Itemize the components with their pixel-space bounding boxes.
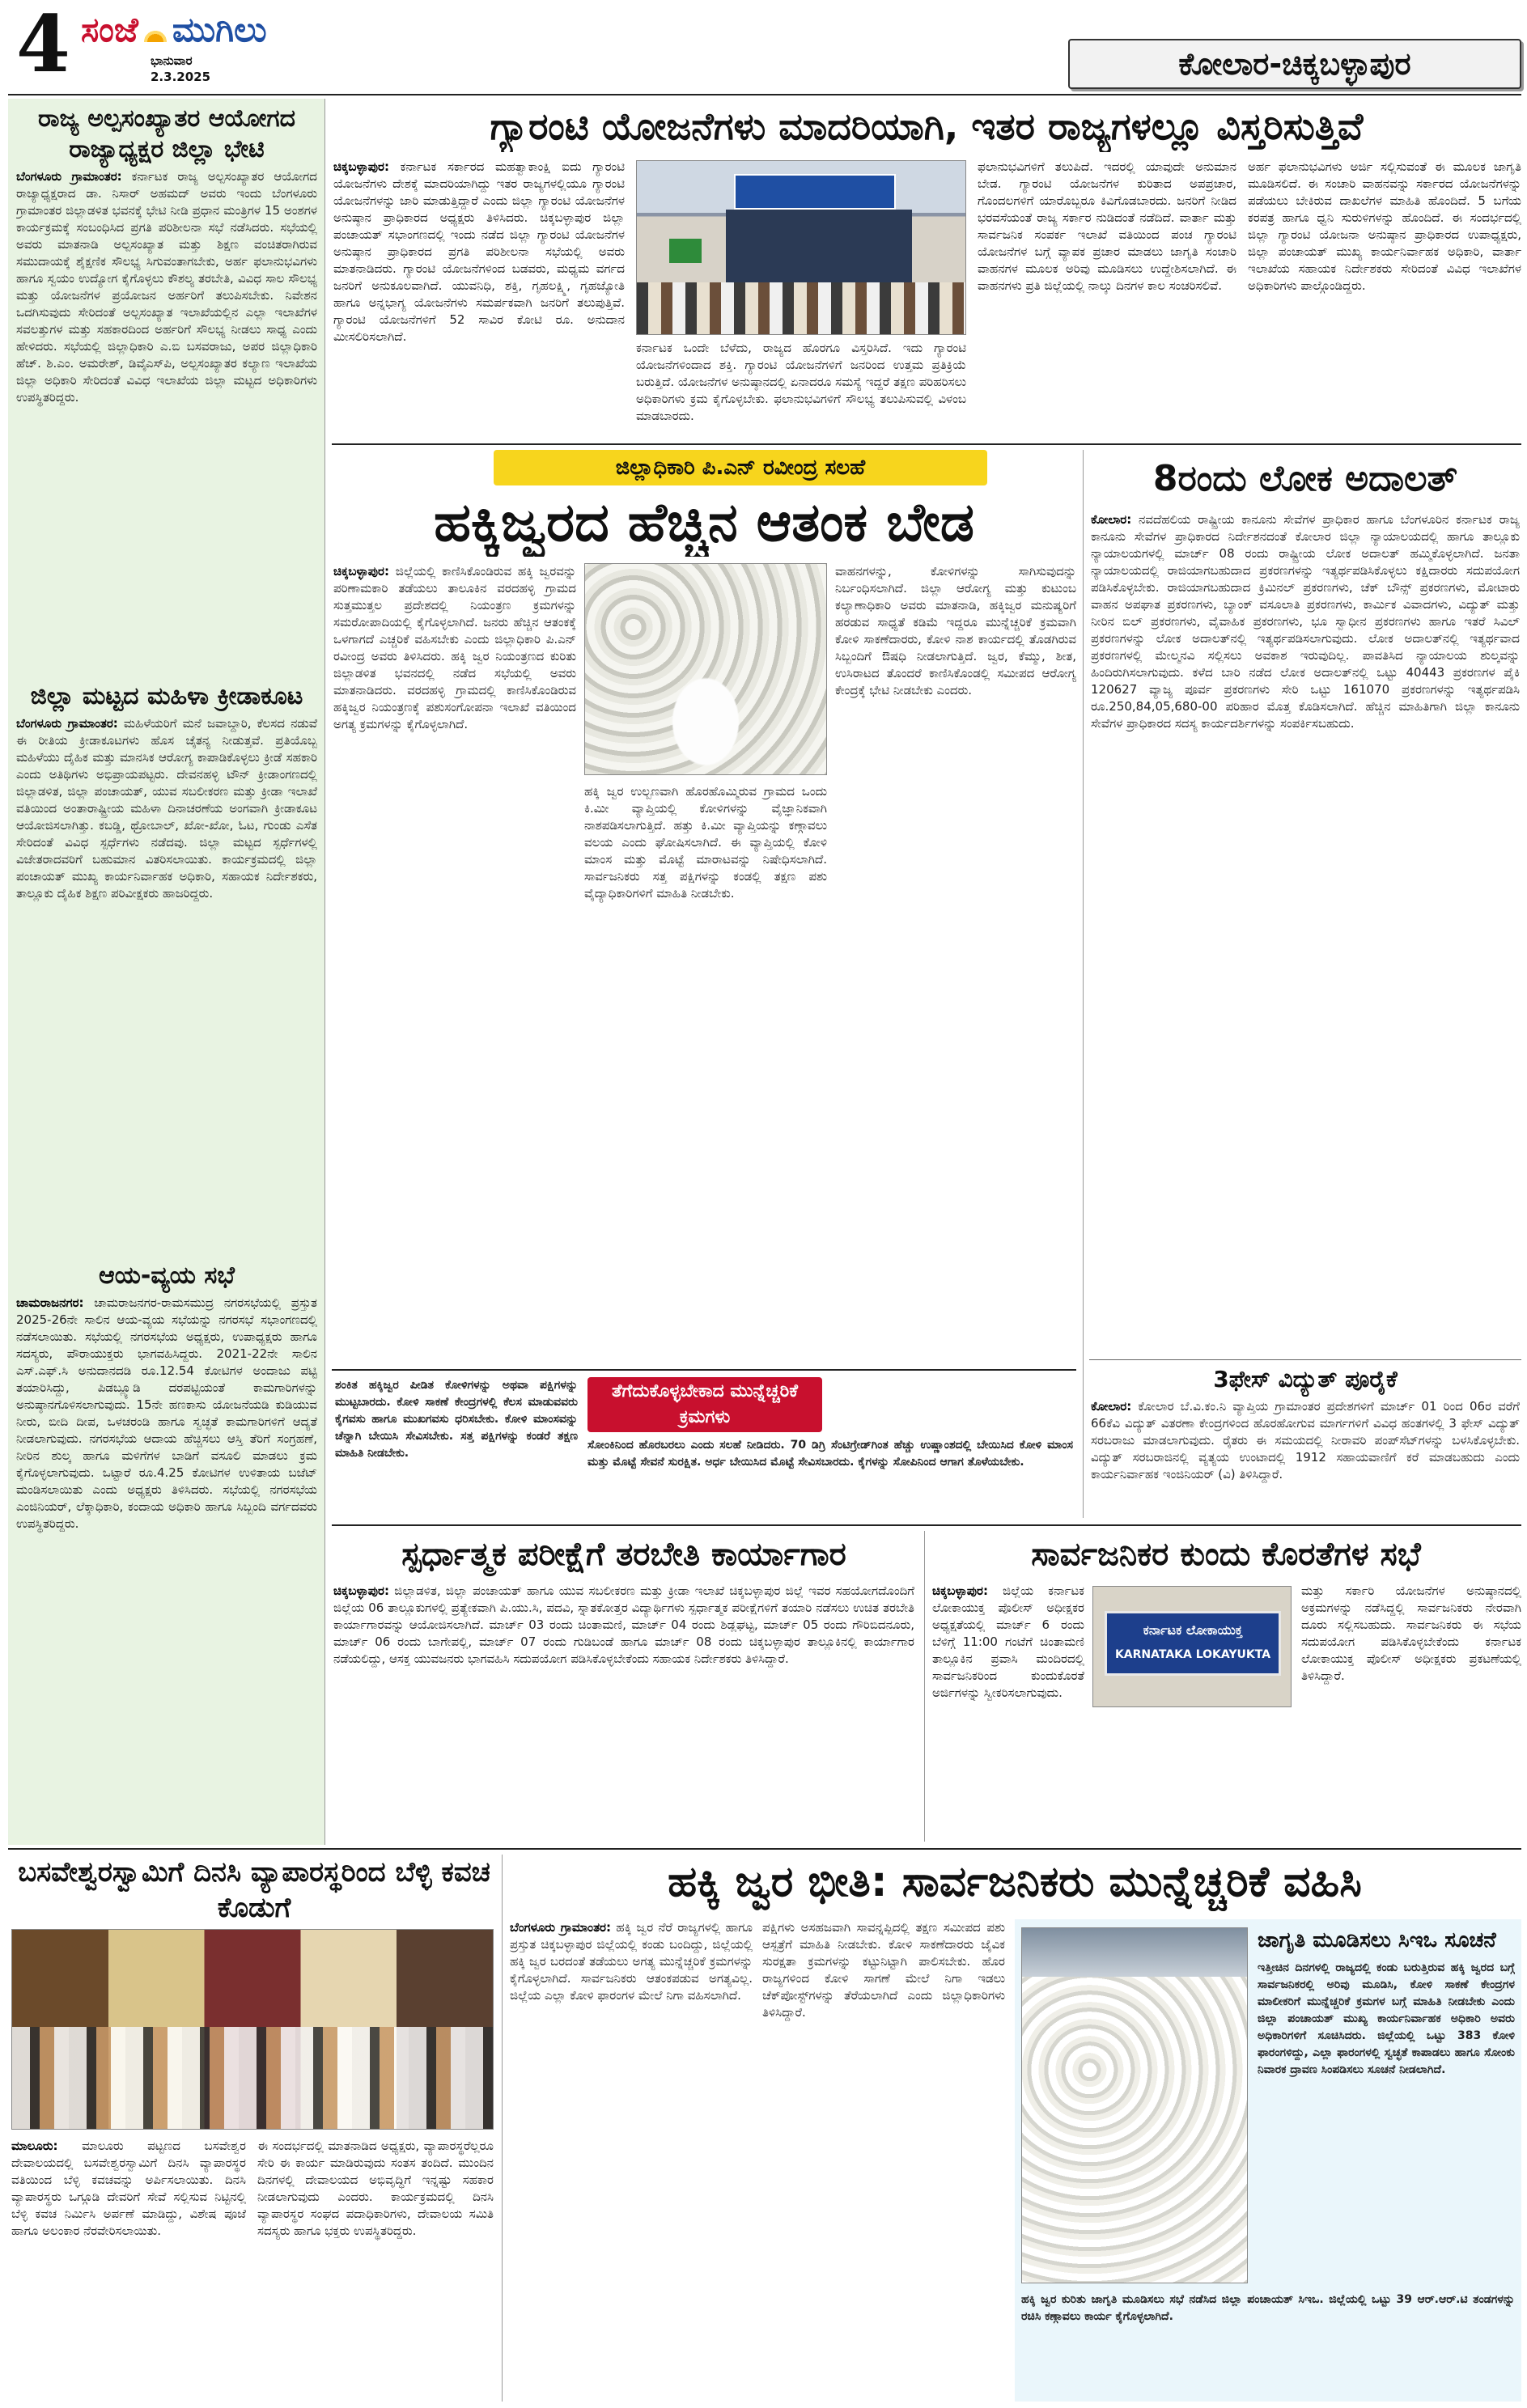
workshop-body (333, 1583, 914, 1842)
lok-adalat-headline: 8ರಂದು ಲೋಕ ಅದಾಲತ್ (1152, 458, 1458, 499)
top-story-col-1-text: ಕರ್ನಾಟಕ ಸರ್ಕಾರದ ಮಹತ್ವಾಕಾಂಕ್ಷಿ ಐದು ಗ್ಯಾರಂಟಿ ಯೋಜನೆಗಳು ದೇಶಕ್ಕೆ ಮಾದರಿಯಾಗಿದ್ದು ಇತರ ರಾಜ್ಯಗಳಲ್ಲಿಯೂ ಗ್ಯಾರಂಟಿ ಯೋಜನೆಗಳನ್ನು ಜಾರಿ ಮಾಡುತ್ತಿದ್ದಾರೆ ಎಂದು ಜಿಲ್ಲಾ ಗ್ಯಾರಂಟಿ ಯೋಜನೆಗಳ ಅನುಷ್ಠಾನ ಪ್ರಾಧಿಕಾರದ ಅಧ್ಯಕ್ಷರು ತಿಳಿಸಿದರು. ಚಿಕ್ಕಬಳ್ಳಾಪುರ ಜಿಲ್ಲಾ ಪಂಚಾಯತ್ ಸಭಾಂಗಣದಲ್ಲಿ ಇಂದು ನಡೆದ ಜಿಲ್ಲಾ ಗ್ಯಾರಂಟಿ ಯೋಜನೆಗಳ ಅನುಷ್ಠಾನ ಪ್ರಾಧಿಕಾರದ ಪ್ರಗತಿ ಪರಿಶೀಲನಾ ಸಭೆಯಲ್ಲಿ ಅವರು ಮಾತನಾಡಿದರು. ಗ್ಯಾರಂಟಿ ಯೋಜನೆಗಳಿಂದ ಬಡವರು, ಮಧ್ಯಮ ವರ್ಗದ ಜನರಿಗೆ ಅನುಕೂಲವಾಗಿದೆ. ಯುವನಿಧಿ, ಶಕ್ತಿ, ಗೃಹಲಕ್ಷ್ಮಿ, ಗೃಹಜ್ಯೋತಿ ಹಾಗೂ ಅನ್ನಭಾಗ್ಯ ಯೋಜನೆಗಳು ಸಮರ್ಪಕವಾಗಿ ಜನರಿಗೆ ತಲುಪುತ್ತಿವೆ. ಗ್ಯಾರಂಟಿ ಯೋಜನೆಗಳಿಗೆ 52 ಸಾವಿರ ಕೋಟಿ ರೂ. ಅನುದಾನ ಮೀಸಲಿರಿಸಲಾಗಿದೆ. (333, 159, 625, 344)
lok-adalat-body (1091, 511, 1520, 1353)
basaveshwara-dateline: ಮಾಲೂರು: (11, 2139, 58, 2153)
bird-flu-headline: ಹಕ್ಕಿಜ್ವರದ ಹೆಚ್ಚಿನ ಆತಂಕ ಬೇಡ (434, 491, 974, 553)
power-headline: 3ಫೇಸ್ ವಿದ್ಯುತ್ ಪೂರೈಕೆ (1213, 1366, 1398, 1393)
top-story-col-1 (333, 159, 625, 437)
bird-flu-photo (584, 563, 827, 775)
precautions-right-text: ಸೋಂಕಿನಿಂದ ಹೊರಬರಲು ಎಂದು ಸಲಹೆ ನೀಡಿದರು. 70 ಡಿಗ್ರಿ ಸೆಂಟಿಗ್ರೇಡ್‌ಗಿಂತ ಹೆಚ್ಚು ಉಷ್ಣಾಂಶದಲ್ಲಿ ಬೇಯಿಸಿದ ಕೋಳಿ ಮಾಂಸ ಮತ್ತು ಮೊಟ್ಟೆ ಸೇವನೆ ಸುರಕ್ಷಿತ. ಅರ್ಧ ಬೇಯಿಸಿದ ಮೊಟ್ಟೆ ಸೇವಿಸಬಾರದು. ಕೈಗಳನ್ನು ಸೋಪಿನಿಂದ ಆಗಾಗ ತೊಳೆಯಬೇಕು. (587, 1439, 1073, 1469)
section-title: ಕೋಲಾರ-ಚಿಕ್ಕಬಳ್ಳಾಪುರ (1178, 46, 1411, 82)
left-story-3 (16, 1261, 317, 1837)
top-story-col-3-text: ಫಲಾನುಭವಿಗಳಿಗೆ ತಲುಪಿದೆ. ಇದರಲ್ಲಿ ಯಾವುದೇ ಅನುಮಾನ ಬೇಡ. ಗ್ಯಾರಂಟಿ ಯೋಜನೆಗಳ ಕುರಿತಾದ ಅಪಪ್ರಚಾರ, ಗೊಂದಲಗಳಿಗೆ ಯಾರೊಬ್ಬರೂ ಕಿವಿಗೊಡಬಾರದು. ಜನರಿಗೆ ನೀಡಿದ ಭರವಸೆಯಂತೆ ರಾಜ್ಯ ಸರ್ಕಾರ ನುಡಿದಂತೆ ನಡೆದಿದೆ. ವಾರ್ತಾ ಮತ್ತು ಸಾರ್ವಜನಿಕ ಸಂಪರ್ಕ ಇಲಾಖೆ ವತಿಯಿಂದ ಪಂಚ ಗ್ಯಾರಂಟಿ ಯೋಜನೆಗಳ ಬಗ್ಗೆ ವ್ಯಾಪಕ ಪ್ರಚಾರ ಮಾಡಲು ಜಾಗೃತಿ ಸಂಚಾರಿ ವಾಹನಗಳ ಮೂಲಕ ಅರಿವು ಮೂಡಿಸಲು ಉದ್ದೇಶಿಸಲಾಗಿದೆ. ಈ ವಾಹನಗಳು ಪ್ರತಿ ಜಿಲ್ಲೆಯಲ್ಲಿ ನಾಲ್ಕು ದಿನಗಳ ಕಾಲ ಸಂಚರಿಸಲಿವೆ. (978, 159, 1236, 293)
left-story-1-headline: ರಾಜ್ಯ ಅಲ್ಪಸಂಖ್ಯಾತರ ಆಯೋಗದ ರಾಜ್ಯಾಧ್ಯಕ್ಷರ ಜಿಲ್ಲಾ ಭೇಟಿ (37, 104, 295, 163)
logo-sun-icon (142, 23, 169, 42)
top-story-col-2-text: ಕರ್ನಾಟಕ ಒಂದೇ ಬೆಳೆದು, ರಾಜ್ಯದ ಹೊರಗೂ ವಿಸ್ತರಿಸಿದೆ. ಇದು ಗ್ಯಾರಂಟಿ ಯೋಜನೆಗಳಿಂದಾದ ಶಕ್ತಿ. ಗ್ಯಾರಂಟಿ ಯೋಜನೆಗಳಿಗೆ ಜನರಿಂದ ಉತ್ತಮ ಪ್ರತಿಕ್ರಿಯೆ ಬರುತ್ತಿದೆ. ಯೋಜನೆಗಳ ಅನುಷ್ಠಾನದಲ್ಲಿ ಏನಾದರೂ ಸಮಸ್ಯೆ ಇದ್ದರೆ ತಕ್ಷಣ ಪರಿಹರಿಸಲು ಅಧಿಕಾರಿಗಳು ಕ್ರಮ ಕೈಗೊಳ್ಳಬೇಕು. ಫಲಾನುಭವಿಗಳಿಗೆ ಸೌಲಭ್ಯ ತಲುಪಿಸುವಲ್ಲಿ ವಿಳಂಬ ಮಾಡಬಾರದು. (636, 341, 966, 423)
left-story-3-body (16, 1295, 317, 1837)
issue-day: ಭಾನುವಾರ (151, 53, 193, 68)
bird-flu-kicker-text: ಜಿಲ್ಲಾಧಿಕಾರಿ ಪಿ.ಎನ್ ರವೀಂದ್ರ ಸಲಹೆ (615, 456, 866, 480)
bird-flu2-col-1-text: ಹಕ್ಕಿ ಜ್ವರ ನೆರೆ ರಾಜ್ಯಗಳಲ್ಲಿ ಹಾಗೂ ಪ್ರಸ್ತುತ ಚಿಕ್ಕಬಳ್ಳಾಪುರ ಜಿಲ್ಲೆಯಲ್ಲಿ ಕಂಡು ಬಂದಿದ್ದು, ಜಿಲ್ಲೆಯಲ್ಲಿ ಹಕ್ಕಿ ಜ್ವರ ಬರದಂತೆ ತಡೆಯಲು ಅಗತ್ಯ ಮುನ್ನೆಚ್ಚರಿಕೆ ಕ್ರಮಗಳನ್ನು ಕೈಗೊಳ್ಳಲಾಗಿದೆ. ಸಾರ್ವಜನಿಕರು ಆತಂಕಪಡುವ ಅಗತ್ಯವಿಲ್ಲ. ಜಿಲ್ಲೆಯ ಎಲ್ಲಾ ಕೋಳಿ ಫಾರಂಗಳ ಮೇಲೆ ನಿಗಾ ವಹಿಸಲಾಗಿದೆ. (510, 1920, 753, 2003)
bird-flu2-sidebar (1015, 1919, 1521, 2402)
grievance-col-2-text: ಮತ್ತು ಸರ್ಕಾರಿ ಯೋಜನೆಗಳ ಅನುಷ್ಠಾನದಲ್ಲಿ ಅಕ್ರಮಗಳನ್ನು ನಡೆಸಿದ್ದಲ್ಲಿ ಸಾರ್ವಜನಿಕರು ನೇರವಾಗಿ ದೂರು ಸಲ್ಲಿಸಬಹುದು. ಸಾರ್ವಜನಿಕರು ಈ ಸಭೆಯ ಸದುಪಯೋಗ ಪಡಿಸಿಕೊಳ್ಳಬೇಕೆಂದು ಕರ್ನಾಟಕ ಲೋಕಾಯುಕ್ತ ಪೊಲೀಸ್ ಅಧೀಕ್ಷಕರು ಪ್ರಕಟಣೆಯಲ್ಲಿ ತಿಳಿಸಿದ್ದಾರೆ. (1301, 1583, 1521, 1683)
poultry-caption-text: ಹಕ್ಕಿ ಜ್ವರ ಕುರಿತು ಜಾಗೃತಿ ಮೂಡಿಸಲು ಸಭೆ ನಡೆಸಿದ ಜಿಲ್ಲಾ ಪಂಚಾಯತ್ ಸಿಇಒ. ಜಿಲ್ಲೆಯಲ್ಲಿ ಒಟ್ಟು 39 ಆರ್.ಆರ್.ಟಿ ತಂಡಗಳನ್ನು ರಚಿಸಿ ಕಣ್ಗಾವಲು ಕಾರ್ಯ ಕೈಗೊಳ್ಳಲಾಗಿದೆ. (1021, 2293, 1515, 2323)
grievance-dateline: ಚಿಕ್ಕಬಳ್ಳಾಪುರ: (932, 1583, 988, 1598)
grievance-col-1 (932, 1583, 1084, 1842)
bird-flu2-col-2 (762, 1919, 1005, 2402)
left-story-3-dateline: ಚಾಮರಾಜನಗರ: (16, 1295, 84, 1310)
bird-flu-col-2 (584, 783, 827, 1363)
issue-date: 2.3.2025 (151, 70, 211, 84)
bird-flu-kicker (494, 450, 987, 485)
basaveshwara-col-2-text: ಈ ಸಂದರ್ಭದಲ್ಲಿ ಮಾತನಾಡಿದ ಅಧ್ಯಕ್ಷರು, ವ್ಯಾಪಾರಸ್ಥರೆಲ್ಲರೂ ಸೇರಿ ಈ ಕಾರ್ಯ ಮಾಡಿರುವುದು ಸಂತಸ ತಂದಿದೆ. ಮುಂದಿನ ದಿನಗಳಲ್ಲಿ ದೇವಾಲಯದ ಅಭಿವೃದ್ಧಿಗೆ ಇನ್ನಷ್ಟು ಸಹಕಾರ ನೀಡಲಾಗುವುದು ಎಂದರು. ಕಾರ್ಯಕ್ರಮದಲ್ಲಿ ದಿನಸಿ ವ್ಯಾಪಾರಸ್ಥರ ಸಂಘದ ಪದಾಧಿಕಾರಿಗಳು, ದೇವಾಲಯ ಸಮಿತಿ ಸದಸ್ಯರು ಹಾಗೂ ಭಕ್ತರು ಉಪಸ್ಥಿತರಿದ್ದರು. (257, 2139, 494, 2238)
precautions-title: ತೆಗೆದುಕೊಳ್ಳಬೇಕಾದ ಮುನ್ನೆಚ್ಚರಿಕೆ ಕ್ರಮಗಳು (611, 1381, 799, 1427)
left-column (8, 99, 325, 1845)
sidebar-title: ಜಾಗೃತಿ ಮೂಡಿಸಲು ಸಿಇಒ ಸೂಚನೆ (1258, 1928, 1496, 1952)
masthead-rule (8, 94, 1521, 95)
left-story-2-dateline: ಬೆಂಗಳೂರು ಗ್ರಾಮಾಂತರ: (16, 716, 118, 731)
bird-flu-col-2-text: ಹಕ್ಕಿ ಜ್ವರ ಉಲ್ಬಣವಾಗಿ ಹೊರಹೊಮ್ಮಿರುವ ಗ್ರಾಮದ ಒಂದು ಕಿ.ಮೀ ವ್ಯಾಪ್ತಿಯಲ್ಲಿ ಕೋಳಿಗಳನ್ನು ವೈಜ್ಞಾನಿಕವಾಗಿ ನಾಶಪಡಿಸಲಾಗುತ್ತಿದೆ. ಹತ್ತು ಕಿ.ಮೀ ವ್ಯಾಪ್ತಿಯನ್ನು ಕಣ್ಗಾವಲು ವಲಯ ಎಂದು ಘೋಷಿಸಲಾಗಿದೆ. ಈ ವ್ಯಾಪ್ತಿಯಲ್ಲಿ ಕೋಳಿ ಮಾಂಸ ಮತ್ತು ಮೊಟ್ಟೆ ಮಾರಾಟವನ್ನು ನಿಷೇಧಿಸಲಾಗಿದೆ. ಸಾರ್ವಜನಿಕರು ಸತ್ತ ಪಕ್ಷಿಗಳನ್ನು ಕಂಡಲ್ಲಿ ತಕ್ಷಣ ಪಶು ವೈದ್ಯಾಧಿಕಾರಿಗಳಿಗೆ ಮಾಹಿತಿ ನೀಡಬೇಕು. (584, 784, 827, 901)
left-story-2-headline: ಜಿಲ್ಲಾ ಮಟ್ಟದ ಮಹಿಳಾ ಕ್ರೀಡಾಕೂಟ (30, 682, 303, 710)
photo-banner (734, 174, 896, 210)
bird-flu-dateline: ಚಿಕ್ಕಬಳ್ಳಾಪುರ: (333, 564, 389, 579)
left-story-2-body (16, 715, 317, 1233)
page-number: 4 (16, 0, 70, 90)
basaveshwara-headline: ಬಸವೇಶ್ವರಸ್ವಾಮಿಗೆ ದಿನಸಿ ವ್ಯಾಪಾರಸ್ಥರಿಂದ ಬೆಳ್ಳಿ ಕವಚ ಕೊಡುಗೆ (18, 1856, 490, 1924)
basaveshwara-col-1 (11, 2138, 246, 2402)
precautions-left (335, 1377, 578, 1515)
left-story-2-text: ಮಹಿಳೆಯರಿಗೆ ಮನೆ ಜವಾಬ್ದಾರಿ, ಕೆಲಸದ ನಡುವೆ ಈ ರೀತಿಯ ಕ್ರೀಡಾಕೂಟಗಳು ಹೊಸ ಚೈತನ್ಯ ನೀಡುತ್ತವೆ. ಪ್ರತಿಯೊಬ್ಬ ಮಹಿಳೆಯು ದೈಹಿಕ ಮತ್ತು ಮಾನಸಿಕ ಆರೋಗ್ಯ ಕಾಪಾಡಿಕೊಳ್ಳಲು ಕ್ರೀಡೆ ಸಹಕಾರಿ ಎಂದು ಅತಿಥಿಗಳು ಅಭಿಪ್ರಾಯಪಟ್ಟರು. ದೇವನಹಳ್ಳಿ ಟೌನ್ ಕ್ರೀಡಾಂಗಣದಲ್ಲಿ ಜಿಲ್ಲಾಡಳಿತ, ಜಿಲ್ಲಾ ಪಂಚಾಯತ್, ಯುವ ಸಬಲೀಕರಣ ಮತ್ತು ಕ್ರೀಡಾ ಇಲಾಖೆ ವತಿಯಿಂದ ಅಂತಾರಾಷ್ಟ್ರೀಯ ಮಹಿಳಾ ದಿನಾಚರಣೆಯ ಅಂಗವಾಗಿ ಕ್ರೀಡಾಕೂಟ ಆಯೋಜಿಸಲಾಗಿತ್ತು. ಕಬಡ್ಡಿ, ಥ್ರೋಬಾಲ್, ಖೋ-ಖೋ, ಓಟ, ಗುಂಡು ಎಸೆತ ಸೇರಿದಂತೆ ವಿವಿಧ ಸ್ಪರ್ಧೆಗಳು ನಡೆದವು. ಜಿಲ್ಲಾ ಮಟ್ಟದ ಸ್ಪರ್ಧೆಗಳಲ್ಲಿ ವಿಜೇತರಾದವರಿಗೆ ಬಹುಮಾನ ವಿತರಿಸಲಾಯಿತು. ಕಾರ್ಯಕ್ರಮದಲ್ಲಿ ಜಿಲ್ಲಾ ಪಂಚಾಯತ್ ಮುಖ್ಯ ಕಾರ್ಯನಿರ್ವಾಹಕ ಅಧಿಕಾರಿ, ಸಹಾಯಕ ನಿರ್ದೇಶಕರು, ತಾಲ್ಲೂಕು ದೈಹಿಕ ಶಿಕ್ಷಣ ಪರಿವೀಕ್ಷಕರು ಹಾಜರಿದ್ದರು. (16, 716, 317, 901)
precautions-right (587, 1437, 1073, 1515)
power-body (1091, 1398, 1520, 1518)
top-story-col-4-text: ಅರ್ಹ ಫಲಾನುಭವಿಗಳು ಅರ್ಜಿ ಸಲ್ಲಿಸುವಂತೆ ಈ ಮೂಲಕ ಜಾಗೃತಿ ಮೂಡಿಸಲಿದೆ. ಈ ಸಂಚಾರಿ ವಾಹನವನ್ನು ಸರ್ಕಾರದ ಯೋಜನೆಗಳನ್ನು ಪಡೆಯಲು ಬೇಕಿರುವ ದಾಖಲೆಗಳ ಮಾಹಿತಿ ಹೊಂದಿದೆ. 5 ಬಗೆಯ ಕರಪತ್ರ ಹಾಗೂ ಧ್ವನಿ ಸುರುಳಿಗಳನ್ನು ಹೊಂದಿದೆ. ಈ ಸಂದರ್ಭದಲ್ಲಿ ಜಿಲ್ಲಾ ಗ್ಯಾರಂಟಿ ಯೋಜನಾ ಅನುಷ್ಠಾನ ಪ್ರಾಧಿಕಾರದ ಉಪಾಧ್ಯಕ್ಷರು, ಜಿಲ್ಲಾ ಪಂಚಾಯತ್ ಮುಖ್ಯ ಕಾರ್ಯನಿರ್ವಾಹಕ ಅಧಿಕಾರಿ, ವಾರ್ತಾ ಇಲಾಖೆಯ ಸಹಾಯಕ ನಿರ್ದೇಶಕರು ಸೇರಿದಂತೆ ವಿವಿಧ ಇಲಾಖೆಗಳ ಅಧಿಕಾರಿಗಳು ಪಾಲ್ಗೊಂಡಿದ್ದರು. (1248, 159, 1521, 293)
grievance-headline: ಸಾರ್ವಜನಿಕರ ಕುಂದು ಕೊರತೆಗಳ ಸಭೆ (1031, 1536, 1421, 1573)
section-banner (1068, 39, 1521, 89)
bird-flu2-headline: ಹಕ್ಕಿ ಜ್ವರ ಭೀತಿ: ಸಾರ್ವಜನಿಕರು ಮುನ್ನೆಚ್ಚರಿಕೆ ವಹಿಸಿ (668, 1858, 1362, 1906)
basaveshwara-col-2 (257, 2138, 494, 2402)
left-story-3-text: ಚಾಮರಾಜನಗರ-ರಾಮಸಮುದ್ರ ನಗರಸಭೆಯಲ್ಲಿ ಪ್ರಸ್ತುತ 2025-26ನೇ ಸಾಲಿನ ಆಯ-ವ್ಯಯ ಸಭೆಯನ್ನು ನಗರಸಭೆ ಸಭಾಂಗಣದಲ್ಲಿ ನಡೆಸಲಾಯಿತು. ಸಭೆಯಲ್ಲಿ ನಗರಸಭೆಯ ಅಧ್ಯಕ್ಷರು, ಉಪಾಧ್ಯಕ್ಷರು ಹಾಗೂ ಸದಸ್ಯರು, ಪೌರಾಯುಕ್ತರು ಭಾಗವಹಿಸಿದ್ದರು. 2021-22ನೇ ಸಾಲಿನ ಎಸ್.ಎಫ್.ಸಿ ಅನುದಾನದಡಿ ರೂ.12.54 ಕೋಟಿಗಳ ಅಂದಾಜು ಪಟ್ಟಿ ತಯಾರಿಸಿದ್ದು, ಪಿಡಬ್ಲ್ಯೂಡಿ ದರಪಟ್ಟಿಯಂತೆ ಕಾಮಗಾರಿಗಳನ್ನು ಅನುಷ್ಠಾನಗೊಳಿಸಲಾಗುವುದು. 15ನೇ ಹಣಕಾಸು ಯೋಜನೆಯಡಿ ಕುಡಿಯುವ ನೀರು, ಬೀದಿ ದೀಪ, ಒಳಚರಂಡಿ ಹಾಗೂ ಸ್ವಚ್ಛತೆ ಕಾಮಗಾರಿಗಳಿಗೆ ಆದ್ಯತೆ ನೀಡಲಾಗುವುದು. ನಗರಸಭೆಯ ಆದಾಯ ಹೆಚ್ಚಿಸಲು ಆಸ್ತಿ ತೆರಿಗೆ ಸಂಗ್ರಹಣೆ, ನೀರಿನ ಶುಲ್ಕ ಹಾಗೂ ಮಳಿಗೆಗಳ ಬಾಡಿಗೆ ವಸೂಲಿ ಮಾಡಲು ಕ್ರಮ ಕೈಗೊಳ್ಳಲಾಗುವುದು. ಒಟ್ಟಾರೆ ರೂ.4.25 ಕೋಟಿಗಳ ಉಳಿತಾಯ ಬಜೆಟ್ ಮಂಡಿಸಲಾಯಿತು ಎಂದು ಅಧ್ಯಕ್ಷರು ತಿಳಿಸಿದರು. ಸಭೆಯಲ್ಲಿ ನಗರಸಭೆಯ ಎಂಜಿನಿಯರ್, ಲೆಕ್ಕಾಧಿಕಾರಿ, ಕಂದಾಯ ಅಧಿಕಾರಿ ಹಾಗೂ ಸಿಬ್ಬಂದಿ ವರ್ಗದವರು ಉಪಸ್ಥಿತರಿದ್ದರು. (16, 1295, 317, 1531)
bird-flu-col-1 (333, 563, 576, 1363)
photo-people (637, 282, 966, 335)
paper-name (81, 10, 267, 50)
left-story-2 (16, 681, 317, 1233)
lok-adalat-text: ನವದೆಹಲಿಯ ರಾಷ್ಟ್ರೀಯ ಕಾನೂನು ಸೇವೆಗಳ ಪ್ರಾಧಿಕಾರ ಹಾಗೂ ಬೆಂಗಳೂರಿನ ಕರ್ನಾಟಕ ರಾಜ್ಯ ಕಾನೂನು ಸೇವೆಗಳ ಪ್ರಾಧಿಕಾರದ ನಿರ್ದೇಶನದಂತೆ ಕೋಲಾರ ಜಿಲ್ಲಾ ನ್ಯಾಯಾಲಯದಲ್ಲಿ ಹಾಗೂ ತಾಲ್ಲೂಕು ನ್ಯಾಯಾಲಯಗಳಲ್ಲಿ ಮಾರ್ಚ್ 08 ರಂದು ರಾಷ್ಟ್ರೀಯ ಲೋಕ ಅದಾಲತ್ ಹಮ್ಮಿಕೊಳ್ಳಲಾಗಿದೆ. ಜನತಾ ನ್ಯಾಯಾಲಯದಲ್ಲಿ ರಾಜಿಯಾಗಬಹುದಾದ ಪ್ರಕರಣಗಳನ್ನು ಇತ್ಯರ್ಥಪಡಿಸಿಕೊಳ್ಳಲು ಕಕ್ಷಿದಾರರು ಸದುಪಯೋಗ ಪಡಿಸಿಕೊಳ್ಳಬೇಕು. ರಾಜಿಯಾಗಬಹುದಾದ ಕ್ರಿಮಿನಲ್ ಪ್ರಕರಣಗಳು, ಚೆಕ್ ಬೌನ್ಸ್ ಪ್ರಕರಣಗಳು, ಮೋಟಾರು ವಾಹನ ಅಪಘಾತ ಪ್ರಕರಣಗಳು, ಬ್ಯಾಂಕ್ ವಸೂಲಾತಿ ಪ್ರಕರಣಗಳು, ಕಾರ್ಮಿಕ ವಿವಾದಗಳು, ವಿದ್ಯುತ್ ಮತ್ತು ನೀರಿನ ಬಿಲ್ ಪ್ರಕರಣಗಳು, ವೈವಾಹಿಕ ಪ್ರಕರಣಗಳು, ಭೂ ಸ್ವಾಧೀನ ಪ್ರಕರಣಗಳು ಹಾಗೂ ಇತರೆ ಸಿವಿಲ್ ಪ್ರಕರಣಗಳನ್ನು ಲೋಕ ಅದಾಲತ್‌ನಲ್ಲಿ ಇತ್ಯರ್ಥಪಡಿಸಲಾಗುವುದು. ಲೋಕ ಅದಾಲತ್‌ನಲ್ಲಿ ಇತ್ಯರ್ಥವಾದ ಪ್ರಕರಣಗಳಲ್ಲಿ ಮೇಲ್ಮನವಿ ಸಲ್ಲಿಸಲು ಅವಕಾಶ ಇರುವುದಿಲ್ಲ. ಪಾವತಿಸಿದ ನ್ಯಾಯಾಲಯ ಶುಲ್ಕವನ್ನು ಹಿಂದಿರುಗಿಸಲಾಗುವುದು. ಕಳೆದ ಬಾರಿ ನಡೆದ ಲೋಕ ಅದಾಲತ್‌ನಲ್ಲಿ ಒಟ್ಟು 40443 ಪ್ರಕರಣಗಳ ಪೈಕಿ 120627 ವ್ಯಾಜ್ಯ ಪೂರ್ವ ಪ್ರಕರಣಗಳು ಸೇರಿ ಒಟ್ಟು 161070 ಪ್ರಕರಣಗಳನ್ನು ಇತ್ಯರ್ಥಪಡಿಸಿ ರೂ.250,84,05,680-00 ಪರಿಹಾರ ಮೊತ್ತ ಕೊಡಿಸಲಾಗಿದೆ. ಹೆಚ್ಚಿನ ಮಾಹಿತಿಗಾಗಿ ಜಿಲ್ಲಾ ಕಾನೂನು ಸೇವೆಗಳ ಪ್ರಾಧಿಕಾರದ ಸದಸ್ಯ ಕಾರ್ಯದರ್ಶಿಗಳನ್ನು ಸಂಪರ್ಕಿಸಬಹುದು. (1091, 512, 1520, 731)
precautions-title-box (587, 1377, 822, 1432)
top-story-rule (332, 443, 1521, 445)
sidebar-body-text: ಇತ್ತೀಚಿನ ದಿನಗಳಲ್ಲಿ ರಾಜ್ಯದಲ್ಲಿ ಕಂಡು ಬರುತ್ತಿರುವ ಹಕ್ಕಿ ಜ್ವರದ ಬಗ್ಗೆ ಸಾರ್ವಜನಿಕರಲ್ಲಿ ಅರಿವು ಮೂಡಿಸಿ, ಕೋಳಿ ಸಾಕಣೆ ಕೇಂದ್ರಗಳ ಮಾಲೀಕರಿಗೆ ಮುನ್ನೆಚ್ಚರಿಕೆ ಕ್ರಮಗಳ ಬಗ್ಗೆ ಮಾಹಿತಿ ನೀಡಬೇಕು ಎಂದು ಜಿಲ್ಲಾ ಪಂಚಾಯತ್ ಮುಖ್ಯ ಕಾರ್ಯನಿರ್ವಾಹಕ ಅಧಿಕಾರಿ ಅವರು ಅಧಿಕಾರಿಗಳಿಗೆ ಸೂಚಿಸಿದರು. ಜಿಲ್ಲೆಯಲ್ಲಿ ಒಟ್ಟು 383 ಕೋಳಿ ಫಾರಂಗಳಿದ್ದು, ಎಲ್ಲಾ ಫಾರಂಗಳಲ್ಲಿ ಸ್ವಚ್ಛತೆ ಕಾಪಾಡಲು ಹಾಗೂ ಸೋಂಕು ನಿವಾರಕ ದ್ರಾವಣ ಸಿಂಪಡಿಸಲು ಸೂಚನೆ ನೀಡಲಾಗಿದೆ. (1258, 1961, 1515, 2076)
workshop-text: ಜಿಲ್ಲಾಡಳಿತ, ಜಿಲ್ಲಾ ಪಂಚಾಯತ್ ಹಾಗೂ ಯುವ ಸಬಲೀಕರಣ ಮತ್ತು ಕ್ರೀಡಾ ಇಲಾಖೆ ಚಿಕ್ಕಬಳ್ಳಾಪುರ ಜಿಲ್ಲೆ ಇವರ ಸಹಯೋಗದೊಂದಿಗೆ ಜಿಲ್ಲೆಯ 06 ತಾಲ್ಲೂಕುಗಳಲ್ಲಿ ಪ್ರತ್ಯೇಕವಾಗಿ ಪಿ.ಯು.ಸಿ, ಪದವಿ, ಸ್ನಾತಕೋತ್ತರ ವಿದ್ಯಾರ್ಥಿಗಳು ಸ್ಪರ್ಧಾತ್ಮಕ ಪರೀಕ್ಷೆಗಳಿಗೆ ತಯಾರಿ ನಡೆಸಲು ಉಚಿತ ತರಬೇತಿ ಕಾರ್ಯಾಗಾರವನ್ನು ಆಯೋಜಿಸಲಾಗಿದೆ. ಮಾರ್ಚ್ 03 ರಂದು ಚಿಂತಾಮಣಿ, ಮಾರ್ಚ್ 04 ರಂದು ಶಿಡ್ಲಘಟ್ಟ, ಮಾರ್ಚ್ 05 ರಂದು ಗೌರಿಬಿದನೂರು, ಮಾರ್ಚ್ 06 ರಂದು ಬಾಗೇಪಲ್ಲಿ, ಮಾರ್ಚ್ 07 ರಂದು ಗುಡಿಬಂಡೆ ಹಾಗೂ ಮಾರ್ಚ್ 08 ರಂದು ಚಿಕ್ಕಬಳ್ಳಾಪುರ ತಾಲ್ಲೂಕಿನಲ್ಲಿ ಕಾರ್ಯಾಗಾರ ನಡೆಯಲಿದ್ದು, ಆಸಕ್ತ ಯುವಜನರು ಭಾಗವಹಿಸಿ ಸದುಪಯೋಗ ಪಡಿಸಿಕೊಳ್ಳಬೇಕೆಂದು ಸಹಾಯಕ ನಿರ್ದೇಶಕರು ತಿಳಿಸಿದ್ದಾರೆ. (333, 1583, 914, 1666)
top-story-headline: ಗ್ಯಾರಂಟಿ ಯೋಜನೆಗಳು ಮಾದರಿಯಾಗಿ, ಇತರ ರಾಜ್ಯಗಳಲ್ಲೂ ವಿಸ್ತರಿಸುತ್ತಿವೆ (490, 104, 1364, 148)
basaveshwara-photo (11, 1929, 494, 2130)
bird-flu-col-3-text: ವಾಹನಗಳನ್ನು, ಕೋಳಿಗಳನ್ನು ಸಾಗಿಸುವುದನ್ನು ನಿರ್ಬಂಧಿಸಲಾಗಿದೆ. ಜಿಲ್ಲಾ ಆರೋಗ್ಯ ಮತ್ತು ಕುಟುಂಬ ಕಲ್ಯಾಣಾಧಿಕಾರಿ ಅವರು ಮಾತನಾಡಿ, ಹಕ್ಕಿಜ್ವರ ಮನುಷ್ಯರಿಗೆ ಹರಡುವ ಸಾಧ್ಯತೆ ಕಡಿಮೆ ಇದ್ದರೂ ಮುನ್ನೆಚ್ಚರಿಕೆ ಕ್ರಮವಾಗಿ ಕೋಳಿ ಸಾಕಣೆದಾರರು, ಕೋಳಿ ನಾಶ ಕಾರ್ಯದಲ್ಲಿ ತೊಡಗಿರುವ ಸಿಬ್ಬಂದಿಗೆ ಔಷಧಿ ನೀಡಲಾಗುತ್ತಿದೆ. ಜ್ವರ, ಕೆಮ್ಮು, ಶೀತ, ಉಸಿರಾಟದ ತೊಂದರೆ ಕಾಣಿಸಿಕೊಂಡಲ್ಲಿ ಸಮೀಪದ ಆರೋಗ್ಯ ಕೇಂದ್ರಕ್ಕೆ ಭೇಟಿ ನೀಡಬೇಕು ಎಂದರು. (835, 564, 1076, 697)
bird-flu2-col-1 (510, 1919, 753, 2402)
power-text: ಕೋಲಾರ ಬೆ.ವಿ.ಕಂ.ನಿ ವ್ಯಾಪ್ತಿಯ ಗ್ರಾಮಾಂತರ ಪ್ರದೇಶಗಳಿಗೆ ಮಾರ್ಚ್ 01 ರಿಂದ 06ರ ವರೆಗೆ 66ಕೆವಿ ವಿದ್ಯುತ್ ವಿತರಣಾ ಕೇಂದ್ರಗಳಿಂದ ಹೊರಹೋಗುವ ಮಾರ್ಗಗಳಿಗೆ ವಿವಿಧ ಹಂತಗಳಲ್ಲಿ 3 ಫೇಸ್ ವಿದ್ಯುತ್ ಸರಬರಾಜು ಮಾಡಲಾಗುವುದು. ರೈತರು ಈ ಸಮಯದಲ್ಲಿ ನೀರಾವರಿ ಪಂಪ್‌ಸೆಟ್‌ಗಳನ್ನು ಬಳಸಿಕೊಳ್ಳಬೇಕು. ವಿದ್ಯುತ್ ಸರಬರಾಜಿನಲ್ಲಿ ವ್ಯತ್ಯಯ ಉಂಟಾದಲ್ಲಿ 1912 ಸಹಾಯವಾಣಿಗೆ ಕರೆ ಮಾಡಬಹುದು ಎಂದು ಕಾರ್ಯನಿರ್ವಾಹಕ ಇಂಜಿನಿಯರ್ (ವಿ) ತಿಳಿಸಿದ್ದಾರೆ. (1091, 1399, 1520, 1482)
paper-name-part1: ಸಂಜೆ (81, 10, 138, 49)
top-story-col-3 (978, 159, 1236, 437)
divider-lok-adalat (1083, 450, 1084, 1518)
photo-people-row (12, 2027, 494, 2130)
sidebar-body (1258, 1960, 1515, 2283)
top-story-col-2 (636, 340, 966, 437)
left-story-1-text: ಕರ್ನಾಟಕ ರಾಜ್ಯ ಅಲ್ಪಸಂಖ್ಯಾತರ ಆಯೋಗದ ರಾಜ್ಯಾಧ್ಯಕ್ಷರಾದ ಡಾ. ನಿಸಾರ್ ಅಹಮದ್ ಅವರು ಇಂದು ಬೆಂಗಳೂರು ಗ್ರಾಮಾಂತರ ಜಿಲ್ಲಾಡಳಿತ ಭವನಕ್ಕೆ ಭೇಟಿ ನೀಡಿ ಪ್ರಧಾನ ಮಂತ್ರಿಗಳ 15 ಅಂಶಗಳ ಕಾರ್ಯಕ್ರಮಕ್ಕೆ ಸಂಬಂಧಿಸಿದ ಪ್ರಗತಿ ಪರಿಶೀಲನಾ ಸಭೆ ನಡೆಸಿದರು. ಸಭೆಯಲ್ಲಿ ಅವರು ಮಾತನಾಡಿ ಅಲ್ಪಸಂಖ್ಯಾತ ಮತ್ತು ಶಿಕ್ಷಣ ವಂಚಿತರಾಗಿರುವ ಸಮುದಾಯಕ್ಕೆ ಶೈಕ್ಷಣಿಕ ಸೌಲಭ್ಯ ಸಿಗುವಂತಾಗಬೇಕು, ಅರ್ಹ ಫಲಾನುಭವಿಗಳು ಹಾಗೂ ಸ್ವಯಂ ಉದ್ಯೋಗ ಕೈಗೊಳ್ಳಲು ಕೌಶಲ್ಯ ತರಬೇತಿ, ವಿವಿಧ ಸಾಲ ಸೌಲಭ್ಯ ಮತ್ತು ಯೋಜನೆಗಳ ಪ್ರಯೋಜನ ಅರ್ಹರಿಗೆ ತಲುಪಿಸಬೇಕು. ನಿವೇಶನ ಒದಗಿಸುವುದು ಸೇರಿದಂತೆ ಅಲ್ಪಸಂಖ್ಯಾತ ಇಲಾಖೆಯಲ್ಲಿನ ಎಲ್ಲಾ ಇಲಾಖೆಗಳ ಸವಲತ್ತುಗಳ ಮತ್ತು ಸಹಕಾರದಿಂದ ಅರ್ಹರಿಗೆ ಸೌಲಭ್ಯ ನೀಡಲು ಸಾಧ್ಯ ಎಂದು ಹೇಳಿದರು. ಸಭೆಯಲ್ಲಿ ಜಿಲ್ಲಾಧಿಕಾರಿ ಎ.ಬಿ ಬಸವರಾಜು, ಅಪರ ಜಿಲ್ಲಾಧಿಕಾರಿ ಹೆಚ್. ಶಿ.ಎಂ. ಅಮರೇಶ್, ಡಿವೈಎಸ್‌ಪಿ, ಅಲ್ಪಸಂಖ್ಯಾತರ ಕಲ್ಯಾಣ ಇಲಾಖೆಯ ಜಿಲ್ಲಾ ಅಧಿಕಾರಿ ಸೇರಿದಂತೆ ವಿವಿಧ ಇಲಾಖೆಯ ಜಿಲ್ಲಾ ಮಟ್ಟದ ಅಧಿಕಾರಿಗಳು ಉಪಸ್ಥಿತರಿದ್ದರು. (16, 169, 317, 405)
bird-flu-col-3 (835, 563, 1076, 1363)
bottom-rule (8, 1848, 1521, 1850)
mid-rule (332, 1524, 1521, 1526)
precautions-box (332, 1369, 1076, 1518)
divider-bottom (502, 1855, 503, 2402)
left-story-1-dateline: ಬೆಂಗಳೂರು ಗ್ರಾಮಾಂತರ: (16, 169, 122, 184)
grievance-col-2 (1301, 1583, 1521, 1842)
poultry-photo (1021, 1927, 1248, 2283)
basaveshwara-col-1-text: ಮಾಲೂರು ಪಟ್ಟಣದ ಬಸವೇಶ್ವರ ದೇವಾಲಯದಲ್ಲಿ ಬಸವೇಶ್ವರಸ್ವಾಮಿಗೆ ದಿನಸಿ ವ್ಯಾಪಾರಸ್ಥರ ವತಿಯಿಂದ ಬೆಳ್ಳಿ ಕವಚವನ್ನು ಅರ್ಪಿಸಲಾಯಿತು. ದಿನಸಿ ವ್ಯಾಪಾರಸ್ಥರು ಒಗ್ಗೂಡಿ ದೇವರಿಗೆ ಸೇವೆ ಸಲ್ಲಿಸುವ ನಿಟ್ಟಿನಲ್ಲಿ ಬೆಳ್ಳಿ ಕವಚ ನಿರ್ಮಿಸಿ ಅರ್ಪಣೆ ಮಾಡಿದ್ದು, ವಿಶೇಷ ಪೂಜೆ ಹಾಗೂ ಅಲಂಕಾರ ನೆರವೇರಿಸಲಾಯಿತು. (11, 2139, 246, 2238)
top-story-dateline: ಚಿಕ್ಕಬಳ್ಳಾಪುರ: (333, 159, 389, 174)
divider-grievance (924, 1531, 925, 1842)
precautions-left-text: ಶಂಕಿತ ಹಕ್ಕಿಜ್ವರ ಪೀಡಿತ ಕೋಳಿಗಳನ್ನು ಅಥವಾ ಪಕ್ಷಿಗಳನ್ನು ಮುಟ್ಟಬಾರದು. ಕೋಳಿ ಸಾಕಣೆ ಕೇಂದ್ರಗಳಲ್ಲಿ ಕೆಲಸ ಮಾಡುವವರು ಕೈಗವಸು ಹಾಗೂ ಮುಖಗವಸು ಧರಿಸಬೇಕು. ಕೋಳಿ ಮಾಂಸವನ್ನು ಚೆನ್ನಾಗಿ ಬೇಯಿಸಿ ಸೇವಿಸಬೇಕು. ಸತ್ತ ಪಕ್ಷಿಗಳನ್ನು ಕಂಡರೆ ತಕ್ಷಣ ಮಾಹಿತಿ ನೀಡಬೇಕು. (335, 1379, 578, 1460)
grievance-col-1-text: ಜಿಲ್ಲೆಯ ಕರ್ನಾಟಕ ಲೋಕಾಯುಕ್ತ ಪೊಲೀಸ್ ಅಧೀಕ್ಷಕರ ಅಧ್ಯಕ್ಷತೆಯಲ್ಲಿ ಮಾರ್ಚ್ 6 ರಂದು ಬೆಳಿಗ್ಗೆ 11:00 ಗಂಟೆಗೆ ಚಿಂತಾಮಣಿ ತಾಲ್ಲೂಕಿನ ಪ್ರವಾಸಿ ಮಂದಿರದಲ್ಲಿ ಸಾರ್ವಜನಿಕರಿಂದ ಕುಂದುಕೊರತೆ ಅರ್ಜಿಗಳನ್ನು ಸ್ವೀಕರಿಸಲಾಗುವುದು. (932, 1583, 1084, 1700)
power-rule (1089, 1359, 1521, 1360)
workshop-headline: ಸ್ಪರ್ಧಾತ್ಮಕ ಪರೀಕ್ಷೆಗೆ ತರಬೇತಿ ಕಾರ್ಯಾಗಾರ (401, 1536, 846, 1573)
poultry-caption (1021, 2291, 1515, 2397)
lokayukta-photo (1092, 1586, 1292, 1707)
lokayukta-sign (1105, 1611, 1281, 1676)
bird-flu2-col-2-text: ಪಕ್ಷಿಗಳು ಅಸಹಜವಾಗಿ ಸಾವನ್ನಪ್ಪಿದಲ್ಲಿ ತಕ್ಷಣ ಸಮೀಪದ ಪಶು ಆಸ್ಪತ್ರೆಗೆ ಮಾಹಿತಿ ನೀಡಬೇಕು. ಕೋಳಿ ಸಾಕಣೆದಾರರು ಜೈವಿಕ ಸುರಕ್ಷತಾ ಕ್ರಮಗಳನ್ನು ಕಟ್ಟುನಿಟ್ಟಾಗಿ ಪಾಲಿಸಬೇಕು. ಹೊರ ರಾಜ್ಯಗಳಿಂದ ಕೋಳಿ ಸಾಗಣೆ ಮೇಲೆ ನಿಗಾ ಇಡಲು ಚೆಕ್‌ಪೋಸ್ಟ್‌ಗಳನ್ನು ತೆರೆಯಲಾಗಿದೆ ಎಂದು ಜಿಲ್ಲಾಧಿಕಾರಿಗಳು ತಿಳಿಸಿದ್ದಾರೆ. (762, 1920, 1005, 2020)
lok-adalat-dateline: ಕೋಲಾರ: (1091, 512, 1132, 527)
poultry-roof (1022, 1928, 1248, 1977)
bird-flu2-dateline: ಬೆಂಗಳೂರು ಗ್ರಾಮಾಂತರ: (510, 1920, 611, 1935)
left-story-1 (16, 104, 317, 670)
power-dateline: ಕೋಲಾರ: (1091, 1399, 1132, 1414)
top-story-photo (636, 160, 966, 335)
workshop-dateline: ಚಿಕ್ಕಬಳ್ಳಾಪುರ: (333, 1583, 389, 1598)
bird-flu-col-1-text: ಜಿಲ್ಲೆಯಲ್ಲಿ ಕಾಣಿಸಿಕೊಂಡಿರುವ ಹಕ್ಕಿ ಜ್ವರವನ್ನು ಪರಿಣಾಮಕಾರಿ ತಡೆಯಲು ತಾಲೂಕಿನ ವರದಹಳ್ಳಿ ಗ್ರಾಮದ ಸುತ್ತಮುತ್ತಲ ಪ್ರದೇಶದಲ್ಲಿ ನಿಯಂತ್ರಣ ಕ್ರಮಗಳನ್ನು ಸಮರೋಪಾದಿಯಲ್ಲಿ ಕೈಗೊಳ್ಳಲಾಗಿದೆ. ಜನರು ಹೆಚ್ಚಿನ ಆತಂಕಕ್ಕೆ ಒಳಗಾಗದೆ ಎಚ್ಚರಿಕೆ ವಹಿಸಬೇಕು ಎಂದು ಜಿಲ್ಲಾಧಿಕಾರಿ ಪಿ.ಎನ್ ರವೀಂದ್ರ ಅವರು ತಿಳಿಸಿದರು. ಹಕ್ಕಿ ಜ್ವರ ನಿಯಂತ್ರಣದ ಕುರಿತು ಜಿಲ್ಲಾಡಳಿತ ಭವನದಲ್ಲಿ ನಡೆದ ಸಭೆಯಲ್ಲಿ ಅವರು ಮಾತನಾಡಿದರು. ವರದಹಳ್ಳಿ ಗ್ರಾಮದಲ್ಲಿ ಕಾಣಿಸಿಕೊಂಡಿರುವ ಹಕ್ಕಿಜ್ವರ ನಿಯಂತ್ರಣಕ್ಕೆ ಪಶುಸಂಗೋಪನಾ ಇಲಾಖೆ ವತಿಯಿಂದ ಅಗತ್ಯ ಕ್ರಮಗಳನ್ನು ಕೈಗೊಳ್ಳಲಾಗಿದೆ. (333, 564, 576, 731)
left-story-3-headline: ಆಯ-ವ್ಯಯ ಸಭೆ (99, 1261, 235, 1290)
paper-name-part2: ಮುಗಿಲು (172, 10, 267, 49)
photo-flag (669, 239, 702, 263)
top-story-col-4 (1248, 159, 1521, 437)
lokayukta-sign-kn: ಕರ್ನಾಟಕ ಲೋಕಾಯುಕ್ತ (1143, 1622, 1243, 1638)
masthead (0, 0, 1527, 97)
left-story-1-body (16, 168, 317, 670)
lokayukta-sign-en: KARNATAKA LOKAYUKTA (1114, 1648, 1271, 1661)
